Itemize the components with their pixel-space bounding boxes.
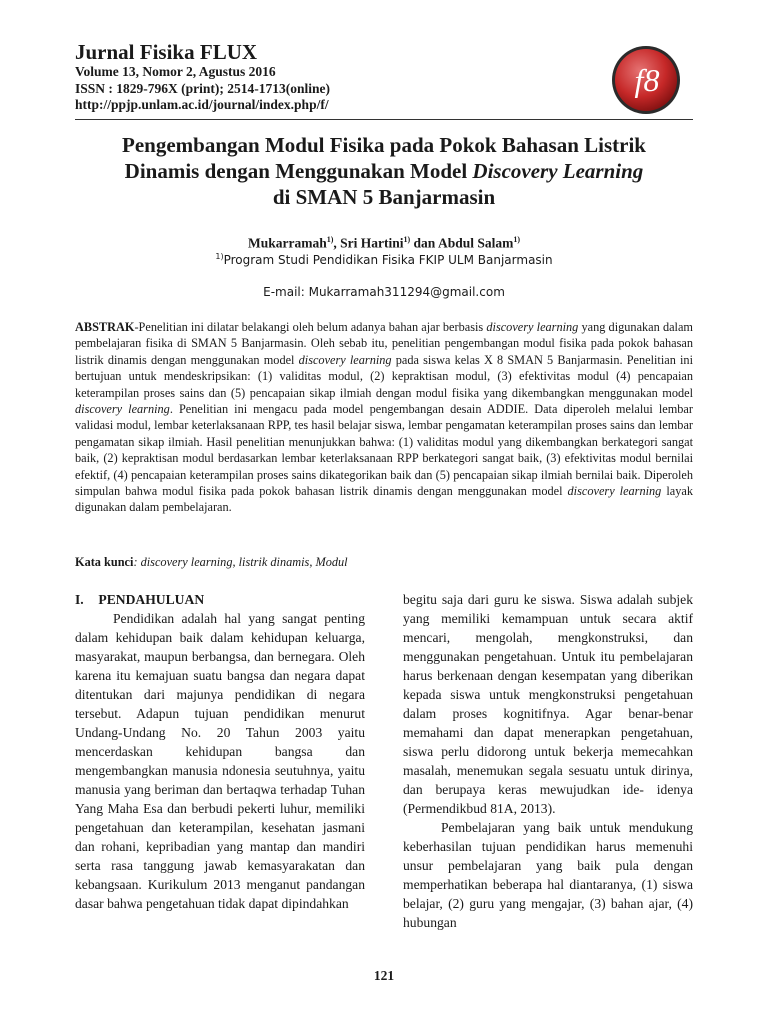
right-paragraph-1: begitu saja dari guru ke siswa. Siswa adalah subjek yang memiliki kemampuan untuk secara aktif mencari, mengolah, mengkonstruksi, dan menggunakan pengetahuan. Untuk itu pembelajaran harus berkenaan dengan kesempatan yang diberikan kepada siswa untuk mengkonstruksi pengetahuan dalam proses kognitifnya. Agar benar-benar memahami dan dapat menerapkan pengetahuan, siswa perlu didorong untuk bekerja memecahkan masalah, menemukan segala sesuatu untuk dirinya, dan berupaya keras mewujudkan ide- idenya (Permendikbud 81A, 2013). xyxy=(403,592,693,816)
abstract-text: -Penelitian ini dilatar belakangi oleh belum adanya bahan ajar berbasis discovery learning yang digunakan dalam pembelajaran fisika di SMAN 5 Banjarmasin. Oleh sebab itu, penelitian pengembangan modul fisika pada pokok bahasan listrik dinamis dengan menggunakan model discovery learning pada siswa kelas X 8 SMAN 5 Banjarmasin. Penelitian ini bertujuan untuk mendeskripsikan: (1) validitas modul, (2) kepraktisan modul, (3) efektivitas modul (4) pencapaian keterampilan proses sains dan (5) pencapaian sikap ilmiah dengan modul fisika yang dikembangkan menggunakan model discovery learning. Penelitian ini mengacu pada model pengembangan desain ADDIE. Data diperoleh melalui lembar validasi modul, lembar keterlaksanaan RPP, tes hasil belajar siswa, lembar pengamatan keterampilan proses sains dan lembar pengamatan sikap ilmiah. Hasil penelitian menunjukkan bahwa: (1) validitas modul yang dikembangkan berkategori sangat baik, (2) kepraktisan modul berdasarkan lembar keterlaksanaan RPP berkategori sangat baik, (3) efektivitas modul bernilai efektif, (4) pencapaian keterampilan proses sains dikategorikan baik dan (5) pencapaian sikap ilmiah bernilai baik. Diperoleh simpulan bahwa modul fisika pada pokok bahasan listrik dinamis dengan menggunakan model discovery learning layak digunakan dalam pembelajaran. xyxy=(75,320,693,515)
title-line-3: di SMAN 5 Banjarmasin xyxy=(272,185,496,209)
page-number: 121 xyxy=(373,968,395,983)
author-1: Mukarramah xyxy=(247,235,327,251)
journal-name: Jurnal Fisika FLUX xyxy=(75,40,258,64)
right-paragraph-2: Pembelajaran yang baik untuk mendukung keberhasilan tujuan pendidikan harus memenuhi unsur pembelajaran yang baik pula dengan memperhatikan beberapa hal diantaranya, (1) siswa belajar, (2) guru yang mengajar, (3) bahan ajar, (4) hubungan xyxy=(403,820,693,930)
abstract xyxy=(75,319,693,516)
keywords xyxy=(75,554,693,570)
title-line-1: Pengembangan Modul Fisika pada Pokok Bahasan Listrik xyxy=(122,133,646,157)
affiliation-sup: 1) xyxy=(215,252,224,261)
title-line-2-text: Dinamis dengan Menggunakan Model xyxy=(124,159,473,183)
abstract-italic-term: discovery learning xyxy=(298,352,392,367)
author-email[interactable]: E-mail: Mukarramah311294@gmail.com xyxy=(263,285,505,299)
abstract-italic-term: discovery learning xyxy=(567,484,662,499)
abstract-italic-term: discovery learning xyxy=(75,402,170,417)
author-2-sup: 1) xyxy=(403,235,411,244)
title-line-2 xyxy=(75,158,693,184)
paper-title xyxy=(75,132,693,210)
journal-volume: Volume 13, Nomor 2, Agustus 2016 xyxy=(75,64,276,79)
section-title: PENDAHULUAN xyxy=(98,592,205,607)
abstract-label: ABSTRAK xyxy=(75,320,135,334)
keywords-label: Kata kunci xyxy=(75,555,134,569)
journal-issn: ISSN : 1829-796X (print); 2514-1713(online) xyxy=(75,80,330,96)
logo-text: f8 xyxy=(634,62,660,98)
keywords-text: : discovery learning, listrik dinamis, Modul xyxy=(133,555,348,569)
journal-logo xyxy=(611,45,681,115)
left-column xyxy=(75,590,365,913)
header-rule xyxy=(75,119,693,120)
section-number: I. xyxy=(75,592,84,607)
right-column xyxy=(403,590,693,932)
abstract-italic-term: discovery learning xyxy=(486,320,579,334)
author-2: , Sri Hartini xyxy=(333,235,404,251)
author-3-sup: 1) xyxy=(513,235,521,244)
left-paragraph-1: Pendidikan adalah hal yang sangat penting dalam kehidupan baik dalam kehidupan keluarga, masyarakat, maupun berbangsa, dan bernegara. Oleh karena itu kemajuan suatu bangsa dan negara dapat ditentukan dari majunya pendidikan di negara tersebut. Adapun tujuan pendidikan menurut Undang-Undang No. 20 Tahun 2003 yaitu mencerdaskan kehidupan bangsa dan mengembangkan manusia ndonesia seutuhnya, yaitu manusia yang beriman dan bertaqwa terhadap Tuhan Yang Maha Esa dan berbudi pekerti luhur, memiliki pengetahuan dan keterampilan, kesehatan jasmani dan rohani, kepribadian yang mantap dan mandiri serta rasa tanggung jawab kemasyarakatan dan kebangsaan. Kurikulum 2013 menganut pandangan dasar bahwa pengetahuan tidak dapat dipindahkan xyxy=(75,611,365,911)
affiliation-text: Program Studi Pendidikan Fisika FKIP ULM Banjarmasin xyxy=(223,253,553,267)
section-heading xyxy=(75,590,365,609)
journal-header xyxy=(75,40,330,114)
title-line-2-italic: Discovery Learning xyxy=(472,159,644,183)
journal-url[interactable]: http://ppjp.unlam.ac.id/journal/index.php/f/ xyxy=(75,97,329,112)
affiliation xyxy=(75,248,693,269)
author-3: dan Abdul Salam xyxy=(410,235,514,251)
author-1-sup: 1) xyxy=(326,235,334,244)
